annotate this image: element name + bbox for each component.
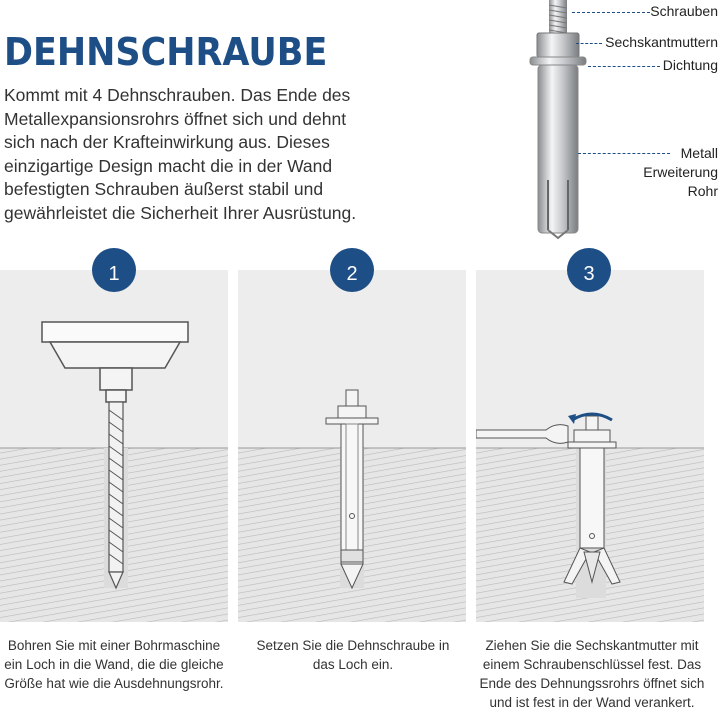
insert-bolt-illustration	[238, 270, 466, 622]
seal-leader-line	[588, 66, 660, 67]
step-1-caption: Bohren Sie mit einer Bohrmaschine ein Loch in die Wand, die die gleiche Größe hat wie die Ausdehnungsrohr.	[4, 638, 224, 691]
step-3-caption: Ziehen Sie die Sechskantmutter mit einem Schraubenschlüssel fest. Das Ende des Dehnungssrohrs öffnet sich und ist fest in der Wand verankert.	[479, 638, 705, 710]
label-sleeve	[643, 144, 718, 201]
step-2-badge: 2	[330, 248, 374, 292]
step-1-badge: 1	[92, 248, 136, 292]
anchor-bolt-image	[520, 0, 600, 250]
label-seal: Dichtung	[662, 57, 718, 73]
hex-nuts-leader-line	[576, 43, 602, 44]
step-3-panel	[476, 270, 704, 622]
label-hex-nuts: Sechskantmuttern	[605, 34, 718, 50]
label-sleeve-line2: Erweiterung	[643, 164, 718, 180]
label-sleeve-line1: Metall	[680, 145, 718, 161]
step-1-panel	[0, 270, 228, 622]
product-description: Kommt mit 4 Dehnschrauben. Das Ende des Metallexpansionsrohrs öffnet sich und dehnt sich nach der Krafteinwirkung aus. Dieses einzigartige Design macht die in der Wand befestigten Schrauben äußerst stabil und gewährleistet die Sicherheit Ihrer Ausrüstung.	[4, 85, 357, 223]
label-screws: Schrauben	[650, 3, 718, 19]
step-2-caption: Setzen Sie die Dehnschraube in das Loch ein.	[256, 638, 450, 672]
label-sleeve-line3: Rohr	[687, 183, 718, 199]
page-title: DEHNSCHRAUBE	[4, 30, 328, 74]
tighten-nut-illustration	[476, 270, 704, 622]
step-2-panel	[238, 270, 466, 622]
drill-illustration	[0, 270, 228, 622]
screws-leader-line	[572, 12, 650, 13]
step-3-badge: 3	[567, 248, 611, 292]
